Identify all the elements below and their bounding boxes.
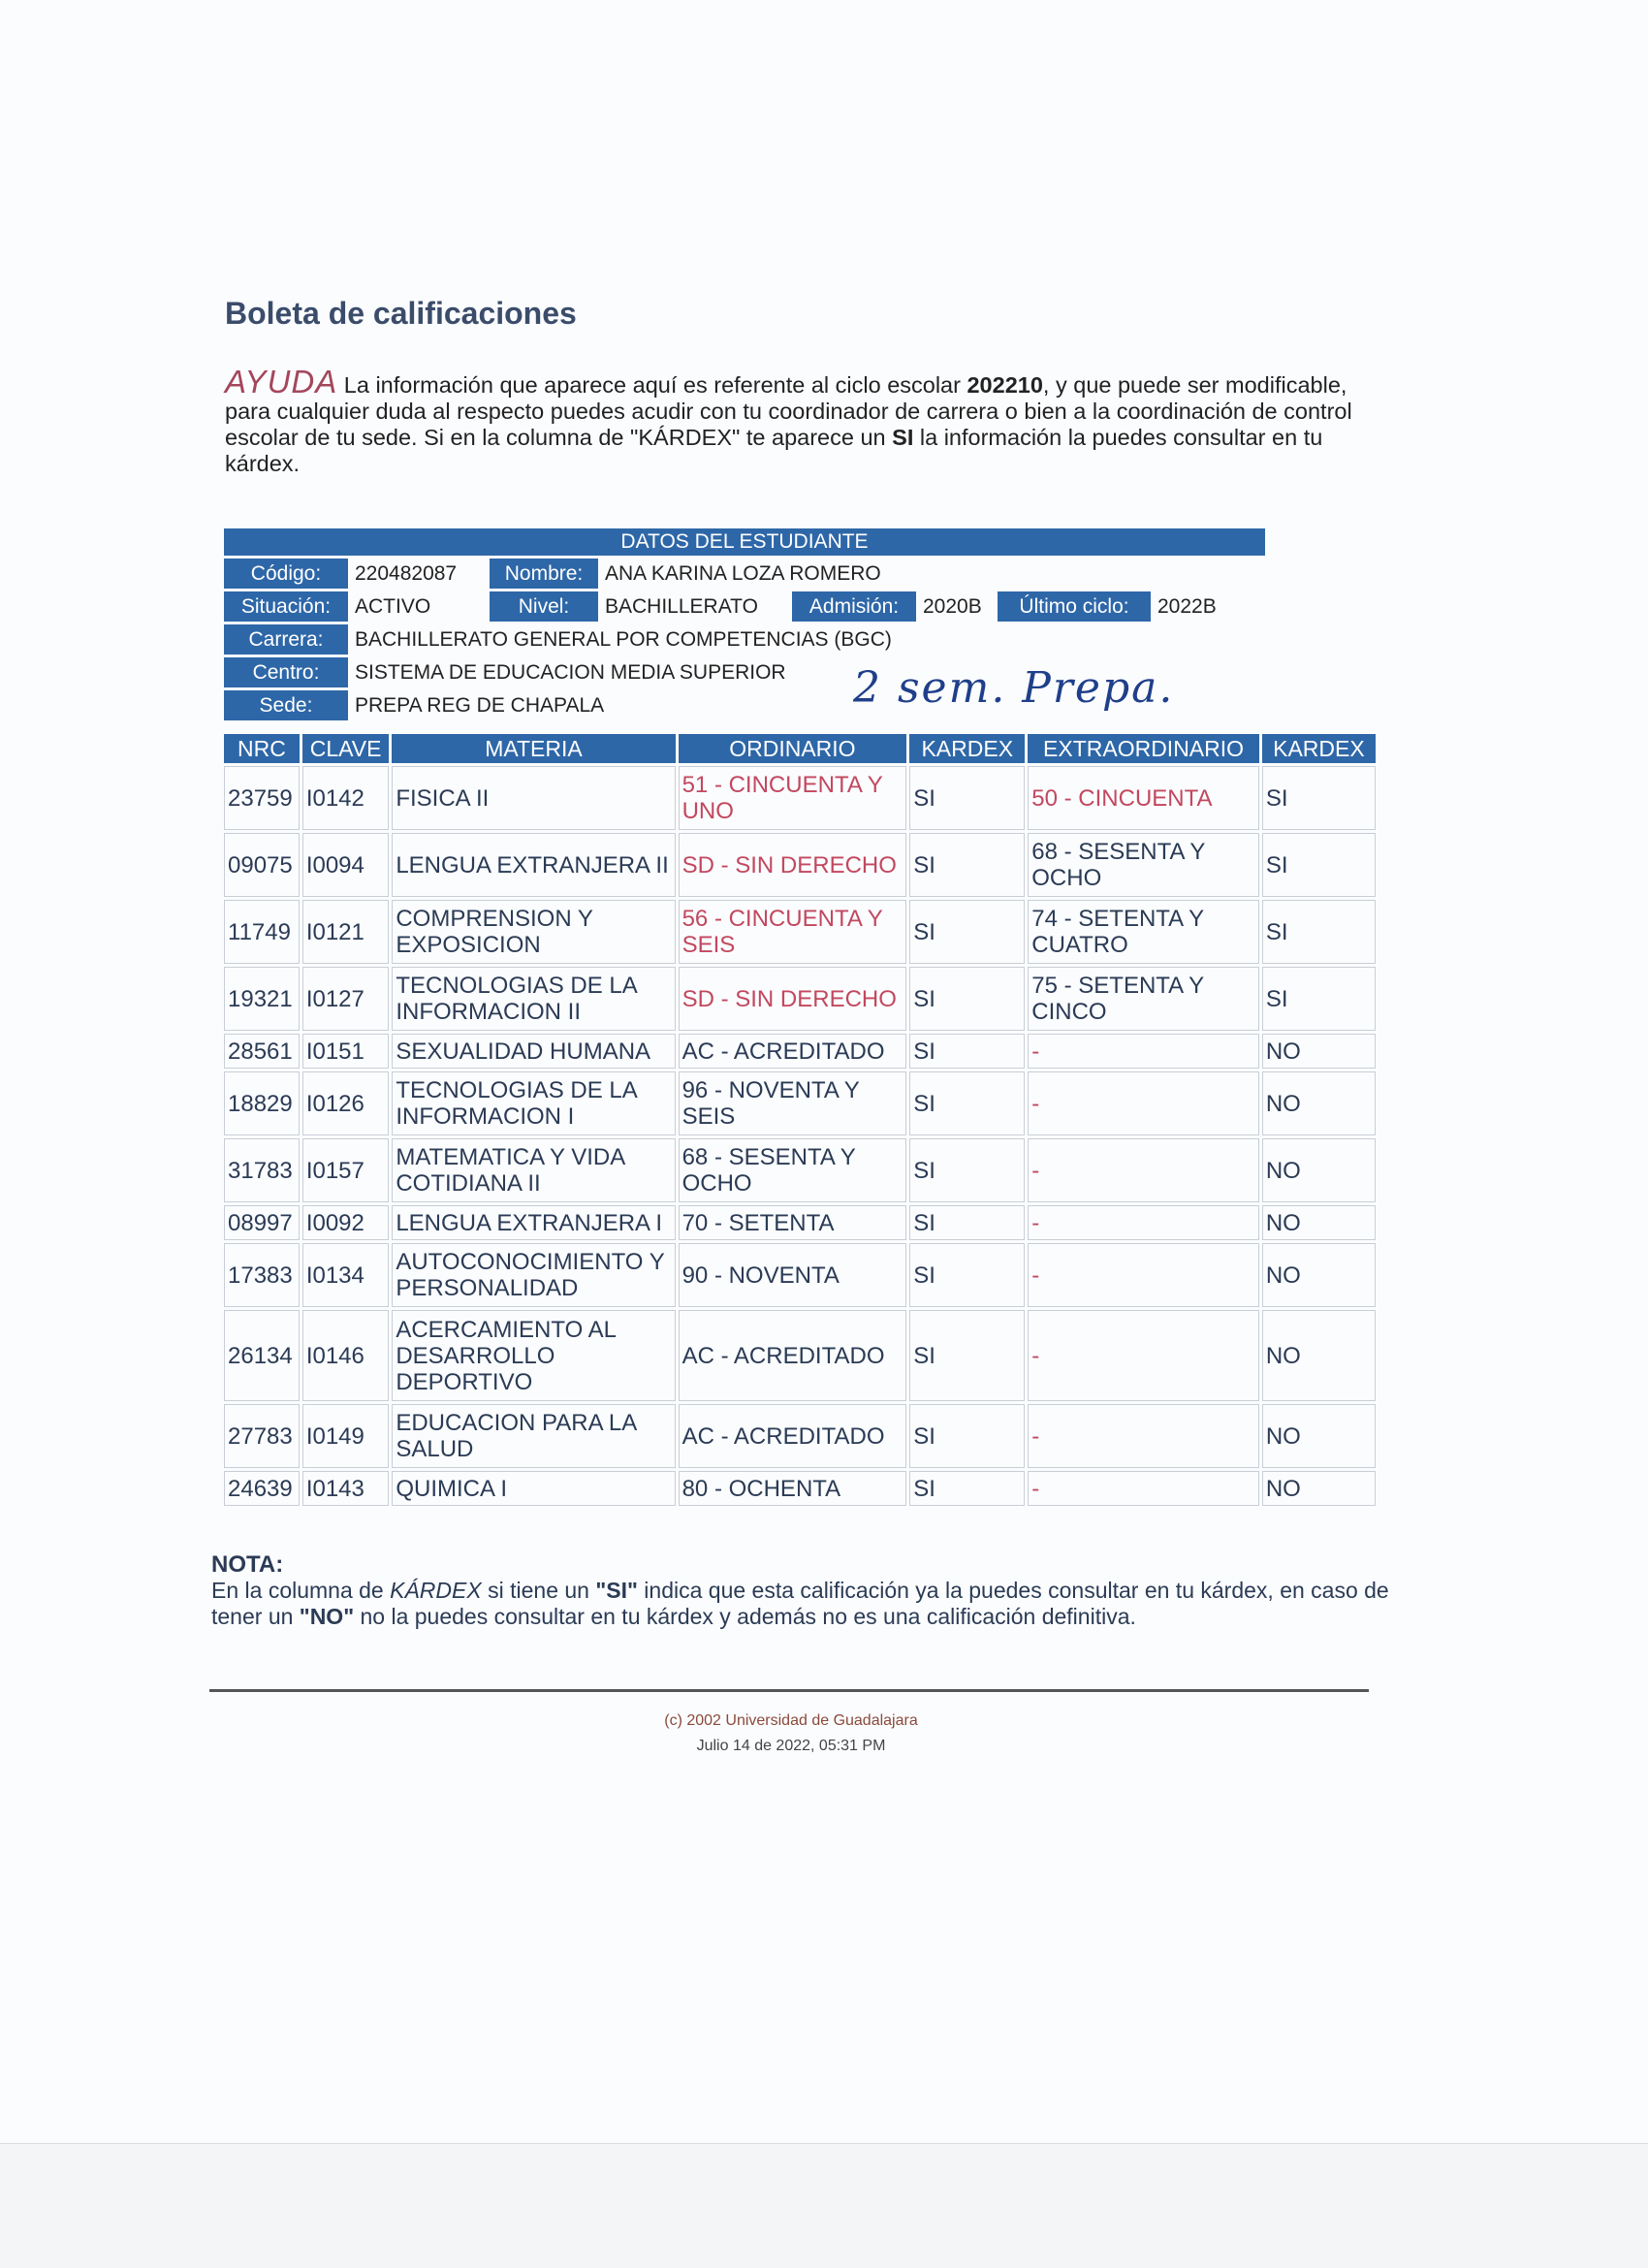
- grade-cell-clave: I0134: [302, 1243, 390, 1307]
- grade-cell-nrc: 27783: [224, 1404, 300, 1468]
- grade-cell-kardex2: NO: [1262, 1310, 1376, 1401]
- grade-cell-nrc: 19321: [224, 967, 300, 1031]
- footer-divider: [209, 1689, 1369, 1692]
- grade-cell-kardex2: NO: [1262, 1471, 1376, 1506]
- help-ciclo: 202210: [967, 372, 1043, 398]
- grade-cell-clave: I0142: [302, 766, 390, 830]
- grade-cell-materia: ACERCAMIENTO AL DESARROLLO DEPORTIVO: [392, 1310, 675, 1401]
- grade-cell-nrc: 18829: [224, 1071, 300, 1135]
- nota-no: "NO": [299, 1604, 355, 1629]
- grade-cell-kardex2: NO: [1262, 1071, 1376, 1135]
- grade-cell-nrc: 09075: [224, 833, 300, 897]
- grade-cell-nrc: 11749: [224, 900, 300, 964]
- grade-cell-ordinario: 96 - NOVENTA Y SEIS: [679, 1071, 907, 1135]
- grade-cell-kardex2: SI: [1262, 766, 1376, 830]
- grade-cell-kardex: SI: [909, 1310, 1025, 1401]
- grade-cell-ordinario: AC - ACREDITADO: [679, 1310, 907, 1401]
- centro-value: SISTEMA DE EDUCACION MEDIA SUPERIOR: [355, 660, 786, 684]
- grade-row: [224, 1404, 1376, 1468]
- grade-cell-kardex2: NO: [1262, 1034, 1376, 1069]
- nota-text: [211, 1578, 1404, 1630]
- grade-cell-clave: I0143: [302, 1471, 390, 1506]
- sede-value: PREPA REG DE CHAPALA: [355, 693, 605, 717]
- grade-row: [224, 1471, 1376, 1506]
- codigo-value: 220482087: [355, 561, 458, 585]
- grade-row: [224, 900, 1376, 964]
- grade-cell-kardex2: SI: [1262, 900, 1376, 964]
- ultimo-ciclo-value: 2022B: [1157, 594, 1217, 618]
- grade-cell-extra: -: [1028, 1034, 1259, 1069]
- grade-cell-clave: I0149: [302, 1404, 390, 1468]
- help-text-1: La información que aparece aquí es referente al ciclo escolar: [337, 372, 967, 398]
- grade-cell-clave: I0094: [302, 833, 390, 897]
- grade-cell-kardex: SI: [909, 1071, 1025, 1135]
- grade-cell-materia: MATEMATICA Y VIDA COTIDIANA II: [392, 1138, 675, 1202]
- nota-block: [211, 1551, 1404, 1630]
- handwritten-note: 2 sem. Prepa.: [853, 663, 1175, 713]
- nota-t4: no la puedes consultar en tu kárdex y además no es una calificación definitiva.: [354, 1604, 1136, 1629]
- grade-cell-kardex2: NO: [1262, 1243, 1376, 1307]
- grade-cell-nrc: 08997: [224, 1205, 300, 1240]
- grade-cell-ordinario: SD - SIN DERECHO: [679, 967, 907, 1031]
- admision-label: Admisión:: [792, 591, 916, 622]
- grades-header-3: ORDINARIO: [679, 734, 907, 763]
- nota-t3: indica que esta calificación ya la puedes consultar en tu kárdex, en caso de tener un: [211, 1578, 1389, 1629]
- grade-cell-materia: COMPRENSION Y EXPOSICION: [392, 900, 675, 964]
- grade-cell-extra: 50 - CINCUENTA: [1028, 766, 1259, 830]
- grade-cell-nrc: 23759: [224, 766, 300, 830]
- grade-cell-ordinario: 90 - NOVENTA: [679, 1243, 907, 1307]
- grade-cell-ordinario: 56 - CINCUENTA Y SEIS: [679, 900, 907, 964]
- grade-cell-ordinario: 51 - CINCUENTA Y UNO: [679, 766, 907, 830]
- grades-header-6: KARDEX: [1262, 734, 1376, 763]
- nota-kardex: KÁRDEX: [390, 1578, 482, 1603]
- grade-cell-clave: I0092: [302, 1205, 390, 1240]
- grade-row: [224, 1034, 1376, 1069]
- grades-table: [221, 731, 1379, 1509]
- grade-cell-clave: I0121: [302, 900, 390, 964]
- sede-label: Sede:: [224, 690, 348, 720]
- grade-cell-nrc: 26134: [224, 1310, 300, 1401]
- grade-row: [224, 1310, 1376, 1401]
- footer-date: Julio 14 de 2022, 05:31 PM: [696, 1738, 886, 1754]
- nombre-label: Nombre:: [490, 559, 598, 589]
- grade-cell-kardex: SI: [909, 833, 1025, 897]
- grade-cell-materia: EDUCACION PARA LA SALUD: [392, 1404, 675, 1468]
- grade-row: [224, 1138, 1376, 1202]
- help-si: SI: [892, 425, 914, 450]
- grade-cell-kardex: SI: [909, 1205, 1025, 1240]
- grade-cell-extra: -: [1028, 1471, 1259, 1506]
- grade-cell-materia: AUTOCONOCIMIENTO Y PERSONALIDAD: [392, 1243, 675, 1307]
- grade-cell-materia: FISICA II: [392, 766, 675, 830]
- grade-cell-clave: I0126: [302, 1071, 390, 1135]
- grade-cell-materia: LENGUA EXTRANJERA I: [392, 1205, 675, 1240]
- carrera-label: Carrera:: [224, 624, 348, 655]
- grade-cell-kardex2: NO: [1262, 1138, 1376, 1202]
- grade-cell-kardex: SI: [909, 1404, 1025, 1468]
- nota-t2: si tiene un: [481, 1578, 596, 1603]
- admision-value: 2020B: [923, 594, 982, 618]
- page-title: Boleta de calificaciones: [225, 296, 577, 331]
- grades-header-4: KARDEX: [909, 734, 1025, 763]
- grade-cell-extra: -: [1028, 1404, 1259, 1468]
- nota-si: "SI": [595, 1578, 638, 1603]
- grade-cell-materia: TECNOLOGIAS DE LA INFORMACION II: [392, 967, 675, 1031]
- carrera-value: BACHILLERATO GENERAL POR COMPETENCIAS (BGC): [355, 627, 892, 651]
- grade-row: [224, 1071, 1376, 1135]
- grades-header-row: [224, 734, 1376, 763]
- footer-copyright: (c) 2002 Universidad de Guadalajara: [664, 1712, 918, 1729]
- grades-header-1: CLAVE: [302, 734, 390, 763]
- help-ayuda-label: AYUDA: [225, 364, 338, 399]
- nivel-label: Nivel:: [490, 591, 598, 622]
- situacion-label: Situación:: [224, 591, 348, 622]
- grade-cell-kardex: SI: [909, 1034, 1025, 1069]
- nota-title: NOTA:: [211, 1551, 284, 1578]
- ultimo-ciclo-label: Último ciclo:: [998, 591, 1151, 622]
- grade-cell-kardex: SI: [909, 1138, 1025, 1202]
- grade-cell-ordinario: AC - ACREDITADO: [679, 1404, 907, 1468]
- grade-cell-materia: TECNOLOGIAS DE LA INFORMACION I: [392, 1071, 675, 1135]
- grade-cell-extra: -: [1028, 1138, 1259, 1202]
- grade-cell-extra: 68 - SESENTA Y OCHO: [1028, 833, 1259, 897]
- grade-cell-kardex: SI: [909, 766, 1025, 830]
- grade-cell-kardex: SI: [909, 900, 1025, 964]
- help-paragraph: [225, 364, 1388, 477]
- grades-header-5: EXTRAORDINARIO: [1028, 734, 1259, 763]
- grade-cell-kardex: SI: [909, 1243, 1025, 1307]
- grade-cell-materia: LENGUA EXTRANJERA II: [392, 833, 675, 897]
- grade-cell-kardex2: NO: [1262, 1205, 1376, 1240]
- grade-row: [224, 967, 1376, 1031]
- grade-row: [224, 1243, 1376, 1307]
- grade-row: [224, 833, 1376, 897]
- scanner-margin: [0, 2143, 1648, 2268]
- grade-cell-nrc: 31783: [224, 1138, 300, 1202]
- grade-cell-ordinario: 80 - OCHENTA: [679, 1471, 907, 1506]
- grade-cell-clave: I0146: [302, 1310, 390, 1401]
- grade-cell-kardex2: SI: [1262, 833, 1376, 897]
- grades-header-2: MATERIA: [392, 734, 675, 763]
- grade-cell-kardex2: SI: [1262, 967, 1376, 1031]
- grade-cell-clave: I0151: [302, 1034, 390, 1069]
- grade-cell-extra: -: [1028, 1310, 1259, 1401]
- grade-cell-materia: QUIMICA I: [392, 1471, 675, 1506]
- codigo-label: Código:: [224, 559, 348, 589]
- grade-cell-clave: I0157: [302, 1138, 390, 1202]
- grade-cell-extra: -: [1028, 1071, 1259, 1135]
- grade-cell-extra: 74 - SETENTA Y CUATRO: [1028, 900, 1259, 964]
- grade-cell-ordinario: SD - SIN DERECHO: [679, 833, 907, 897]
- grade-cell-extra: -: [1028, 1205, 1259, 1240]
- student-info-header: DATOS DEL ESTUDIANTE: [224, 528, 1265, 556]
- grade-cell-nrc: 28561: [224, 1034, 300, 1069]
- grade-cell-extra: -: [1028, 1243, 1259, 1307]
- nivel-value: BACHILLERATO: [605, 594, 758, 618]
- grade-cell-kardex2: NO: [1262, 1404, 1376, 1468]
- nombre-value: ANA KARINA LOZA ROMERO: [605, 561, 881, 585]
- help-text-3: la información la puedes consultar en tu kárdex.: [225, 425, 1323, 476]
- grade-cell-ordinario: AC - ACREDITADO: [679, 1034, 907, 1069]
- grade-row: [224, 1205, 1376, 1240]
- situacion-value: ACTIVO: [355, 594, 431, 618]
- grade-cell-kardex: SI: [909, 1471, 1025, 1506]
- grade-cell-clave: I0127: [302, 967, 390, 1031]
- grade-cell-nrc: 24639: [224, 1471, 300, 1506]
- centro-label: Centro:: [224, 657, 348, 687]
- grade-cell-kardex: SI: [909, 967, 1025, 1031]
- grade-cell-ordinario: 70 - SETENTA: [679, 1205, 907, 1240]
- grade-cell-materia: SEXUALIDAD HUMANA: [392, 1034, 675, 1069]
- grades-header-0: NRC: [224, 734, 300, 763]
- nota-t1: En la columna de: [211, 1578, 391, 1603]
- grade-cell-ordinario: 68 - SESENTA Y OCHO: [679, 1138, 907, 1202]
- grade-cell-extra: 75 - SETENTA Y CINCO: [1028, 967, 1259, 1031]
- grade-row: [224, 766, 1376, 830]
- help-text-2: , y que puede ser modificable, para cualquier duda al respecto puedes acudir con tu coordinador de carrera o bien a la coordinación de control escolar de tu sede. Si en la columna de "KÁRDEX" te aparece un: [225, 372, 1352, 450]
- grades-body: [224, 766, 1376, 1506]
- grade-cell-nrc: 17383: [224, 1243, 300, 1307]
